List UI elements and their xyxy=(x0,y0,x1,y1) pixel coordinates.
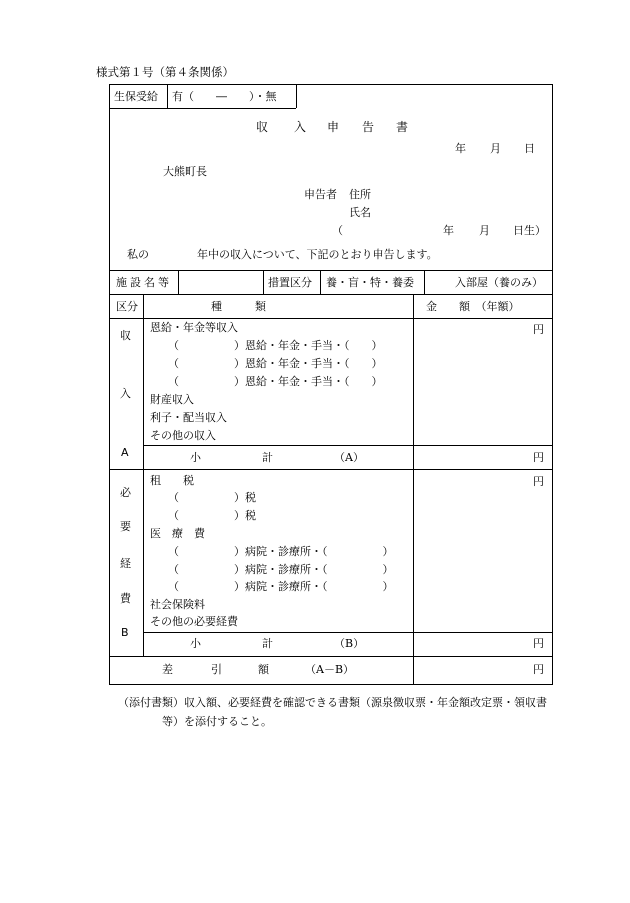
title-char: 書 xyxy=(396,120,409,134)
title-char: 告 xyxy=(362,120,375,134)
income-section-bottom xyxy=(109,469,553,470)
birth-year: 年 xyxy=(443,224,454,237)
income-item: （ ）恩給・年金・手当・（ ） xyxy=(168,339,383,352)
birth-month: 月 xyxy=(479,224,490,237)
income-item: 財産収入 xyxy=(150,393,194,406)
room-label: 入部屋（養のみ） xyxy=(455,276,543,289)
header-amount: 金 額 （年額） xyxy=(426,300,520,313)
facility-divider-1 xyxy=(178,270,179,294)
measure-value: 養・盲・特・養委 xyxy=(326,276,414,289)
birth-open: （ xyxy=(332,224,343,237)
measure-label: 措置区分 xyxy=(268,276,312,289)
income-item: （ ）恩給・年金・手当・（ ） xyxy=(168,357,383,370)
expense-item: （ ）税 xyxy=(168,509,256,522)
expense-item: 社会保険料 xyxy=(150,598,205,611)
difference-char: 引 xyxy=(211,663,222,676)
attachment-note-line2: 等）を添付すること。 xyxy=(162,715,272,728)
facility-row-top xyxy=(109,270,553,271)
income-subtotal-label: 小 xyxy=(190,451,201,464)
expense-subtotal-label: 小 xyxy=(190,637,201,650)
difference-char: 額 xyxy=(258,663,269,676)
expense-subtotal-label2: 計 xyxy=(262,637,273,650)
income-yen: 円 xyxy=(533,323,544,336)
expense-subtotal-top xyxy=(143,632,553,633)
expense-item: （ ）病院・診療所・（ ） xyxy=(168,563,394,576)
income-subtotal-top xyxy=(143,445,553,446)
welfare-value: 有（ ― ）・無 xyxy=(172,90,277,103)
facility-divider-2 xyxy=(263,270,264,294)
address-label: 住所 xyxy=(349,188,371,201)
difference-char: 差 xyxy=(162,663,173,676)
amount-column-line xyxy=(413,294,414,685)
income-subtotal-yen: 円 xyxy=(533,451,544,464)
income-side-char: 収 xyxy=(120,329,131,342)
header-type: 種 類 xyxy=(211,300,266,313)
date-day: 日 xyxy=(524,142,535,155)
income-item: 利子・配当収入 xyxy=(150,411,227,424)
income-item: 恩給・年金等収入 xyxy=(150,321,238,334)
facility-label: 施設名等 xyxy=(116,276,172,289)
welfare-divider xyxy=(167,84,168,108)
facility-divider-3 xyxy=(320,270,321,294)
income-side-char: A xyxy=(121,446,129,459)
expense-yen: 円 xyxy=(533,475,544,488)
expense-side-char: 必 xyxy=(120,486,131,499)
difference-row-top xyxy=(109,656,553,657)
difference-yen: 円 xyxy=(533,663,544,676)
birth-day: 日生） xyxy=(513,224,546,237)
name-label: 氏名 xyxy=(349,206,371,219)
welfare-label: 生保受給 xyxy=(114,90,158,103)
header-category: 区分 xyxy=(116,300,138,313)
income-subtotal-code: （A） xyxy=(334,451,364,464)
category-column-line xyxy=(143,294,144,656)
expense-item: その他の必要経費 xyxy=(150,615,238,628)
facility-row-bottom xyxy=(109,294,553,295)
declaration-prefix: 私の xyxy=(127,248,149,261)
difference-code: （A－B） xyxy=(305,663,355,676)
expense-item: 租 税 xyxy=(150,474,194,487)
form-number: 様式第１号（第４条関係） xyxy=(96,65,234,79)
expense-side-char: 要 xyxy=(120,520,131,533)
date-year: 年 xyxy=(455,142,466,155)
applicant-label: 申告者 xyxy=(304,188,337,201)
income-subtotal-label2: 計 xyxy=(262,451,273,464)
expense-item: （ ）病院・診療所・（ ） xyxy=(168,545,394,558)
expense-side-char: 費 xyxy=(120,592,131,605)
header-row-bottom xyxy=(109,318,553,319)
title-char: 入 xyxy=(294,120,307,134)
declaration-text: 年中の収入について、下記のとおり申告します。 xyxy=(197,248,438,261)
expense-side-char: 経 xyxy=(120,557,131,570)
income-item: その他の収入 xyxy=(150,429,216,442)
expense-side-char: B xyxy=(121,626,129,639)
expense-item: 医 療 費 xyxy=(150,527,205,540)
welfare-box-right xyxy=(296,84,297,108)
expense-subtotal-yen: 円 xyxy=(533,637,544,650)
expense-item: （ ）病院・診療所・（ ） xyxy=(168,580,394,593)
title-char: 申 xyxy=(327,120,340,134)
income-side-char: 入 xyxy=(120,387,131,400)
facility-divider-4 xyxy=(424,270,425,294)
title-char: 収 xyxy=(256,120,269,134)
attachment-note-line1: （添付書類）収入額、必要経費を確認できる書類（源泉徴収票・年金額改定票・領収書 xyxy=(118,696,547,709)
welfare-box-bottom xyxy=(109,108,296,109)
expense-subtotal-code: （B） xyxy=(334,637,365,650)
expense-item: （ ）税 xyxy=(168,491,256,504)
addressee: 大熊町長 xyxy=(163,165,207,178)
income-item: （ ）恩給・年金・手当・（ ） xyxy=(168,375,383,388)
date-month: 月 xyxy=(490,142,501,155)
